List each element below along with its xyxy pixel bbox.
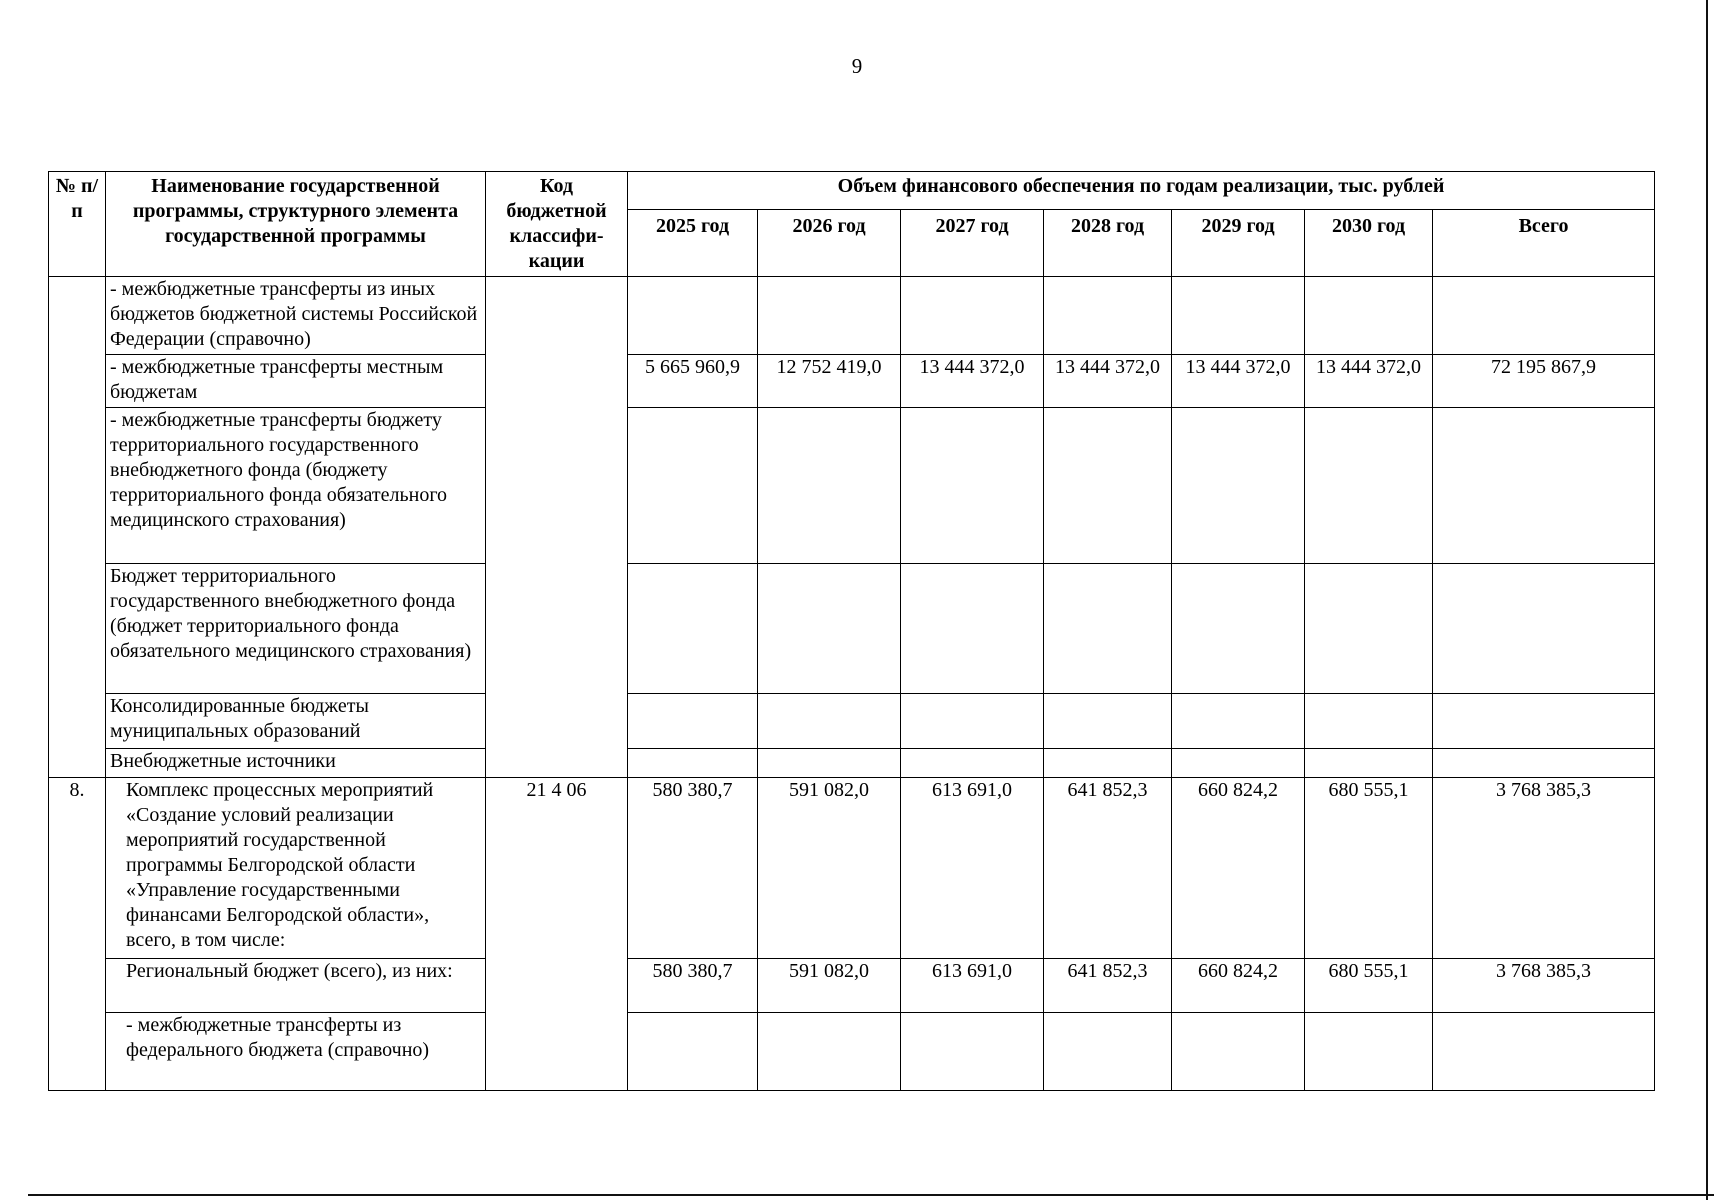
value-2030 — [1305, 277, 1433, 355]
row-name: Региональный бюджет (всего), из них: — [106, 959, 486, 1013]
value-2028 — [1044, 749, 1172, 778]
value-2029: 660 824,2 — [1172, 959, 1305, 1013]
value-2030 — [1305, 564, 1433, 694]
header-col-funding: Объем финансового обеспечения по годам реализации, тыс. рублей — [628, 172, 1655, 210]
value-2026 — [758, 749, 901, 778]
value-2025 — [628, 694, 758, 749]
header-year-2028: 2028 год — [1044, 210, 1172, 277]
header-year-2030: 2030 год — [1305, 210, 1433, 277]
row-name: Консолидированные бюджеты муниципальных образований — [106, 694, 486, 749]
budget-table — [48, 171, 1655, 1091]
value-2027: 613 691,0 — [901, 778, 1044, 959]
value-2027 — [901, 408, 1044, 564]
row-name: Внебюджетные источники — [106, 749, 486, 778]
table-row — [49, 959, 1655, 1013]
row-code — [486, 277, 628, 778]
value-2030: 680 555,1 — [1305, 778, 1433, 959]
value-2028 — [1044, 408, 1172, 564]
value-2027 — [901, 564, 1044, 694]
table-row — [49, 778, 1655, 959]
value-2027: 613 691,0 — [901, 959, 1044, 1013]
value-2026 — [758, 277, 901, 355]
row-name: - межбюджетные трансферты из федерального бюджета (справочно) — [106, 1013, 486, 1091]
value-total — [1433, 749, 1655, 778]
value-2029 — [1172, 408, 1305, 564]
row-name: - межбюджетные трансферты из иных бюджетов бюджетной системы Российской Федерации (справочно) — [106, 277, 486, 355]
value-2030 — [1305, 694, 1433, 749]
row-name: - межбюджетные трансферты местным бюджетам — [106, 355, 486, 408]
value-2030: 13 444 372,0 — [1305, 355, 1433, 408]
value-2030 — [1305, 1013, 1433, 1091]
scan-border-bottom — [28, 1194, 1714, 1196]
value-2029 — [1172, 749, 1305, 778]
table-row — [49, 277, 1655, 355]
value-2027: 13 444 372,0 — [901, 355, 1044, 408]
value-2026 — [758, 694, 901, 749]
value-2028 — [1044, 694, 1172, 749]
value-2029: 660 824,2 — [1172, 778, 1305, 959]
value-2029 — [1172, 277, 1305, 355]
value-total: 3 768 385,3 — [1433, 959, 1655, 1013]
value-2027 — [901, 694, 1044, 749]
row-name: Бюджет территориального государственного внебюджетного фонда (бюджет территориального фонда обязательного медицинского страхования) — [106, 564, 486, 694]
value-2025: 5 665 960,9 — [628, 355, 758, 408]
value-2025 — [628, 749, 758, 778]
value-total: 72 195 867,9 — [1433, 355, 1655, 408]
scan-border-right — [1706, 0, 1708, 1200]
table-row — [49, 1013, 1655, 1091]
value-total — [1433, 564, 1655, 694]
header-year-2026: 2026 год — [758, 210, 901, 277]
table-row — [49, 355, 1655, 408]
value-2029 — [1172, 694, 1305, 749]
value-total — [1433, 1013, 1655, 1091]
row-number — [49, 277, 106, 778]
value-2029 — [1172, 564, 1305, 694]
table-row — [49, 408, 1655, 564]
value-2028: 641 852,3 — [1044, 778, 1172, 959]
page-number: 9 — [851, 54, 863, 78]
value-2030 — [1305, 749, 1433, 778]
value-2028 — [1044, 277, 1172, 355]
value-2025: 580 380,7 — [628, 959, 758, 1013]
value-2025: 580 380,7 — [628, 778, 758, 959]
value-2027 — [901, 277, 1044, 355]
value-2028: 13 444 372,0 — [1044, 355, 1172, 408]
value-total — [1433, 277, 1655, 355]
value-2029: 13 444 372,0 — [1172, 355, 1305, 408]
row-name: - межбюджетные трансферты бюджету территориального государственного внебюджетного фонда (бюджету территориального фонда обязательного медицинского страхования) — [106, 408, 486, 564]
value-2025 — [628, 408, 758, 564]
header-col-no: № п/п — [49, 172, 106, 277]
table-row — [49, 694, 1655, 749]
value-2030 — [1305, 408, 1433, 564]
table-row — [49, 749, 1655, 778]
value-2028 — [1044, 564, 1172, 694]
value-2030: 680 555,1 — [1305, 959, 1433, 1013]
table-row — [49, 564, 1655, 694]
header-total: Всего — [1433, 210, 1655, 277]
value-2029 — [1172, 1013, 1305, 1091]
value-2028 — [1044, 1013, 1172, 1091]
header-year-2029: 2029 год — [1172, 210, 1305, 277]
value-2026: 591 082,0 — [758, 778, 901, 959]
value-2025 — [628, 1013, 758, 1091]
row-name: Комплекс процессных мероприятий «Создание условий реализации мероприятий государственной программы Белгородской области «Управление государственными финансами Белгородской области», всего, в том числе: — [106, 778, 486, 959]
header-year-2027: 2027 год — [901, 210, 1044, 277]
row-number: 8. — [49, 778, 106, 1091]
row-code: 21 4 06 — [486, 778, 628, 1091]
value-2028: 641 852,3 — [1044, 959, 1172, 1013]
value-2027 — [901, 749, 1044, 778]
header-year-2025: 2025 год — [628, 210, 758, 277]
value-total — [1433, 408, 1655, 564]
value-2026 — [758, 564, 901, 694]
header-col-code: Код бюджетной классифи-кации — [486, 172, 628, 277]
value-total: 3 768 385,3 — [1433, 778, 1655, 959]
value-2026: 12 752 419,0 — [758, 355, 901, 408]
value-2025 — [628, 277, 758, 355]
header-col-name: Наименование государственной программы, структурного элемента государственной программы — [106, 172, 486, 277]
value-2026 — [758, 408, 901, 564]
value-total — [1433, 694, 1655, 749]
value-2027 — [901, 1013, 1044, 1091]
value-2026: 591 082,0 — [758, 959, 901, 1013]
value-2025 — [628, 564, 758, 694]
value-2026 — [758, 1013, 901, 1091]
